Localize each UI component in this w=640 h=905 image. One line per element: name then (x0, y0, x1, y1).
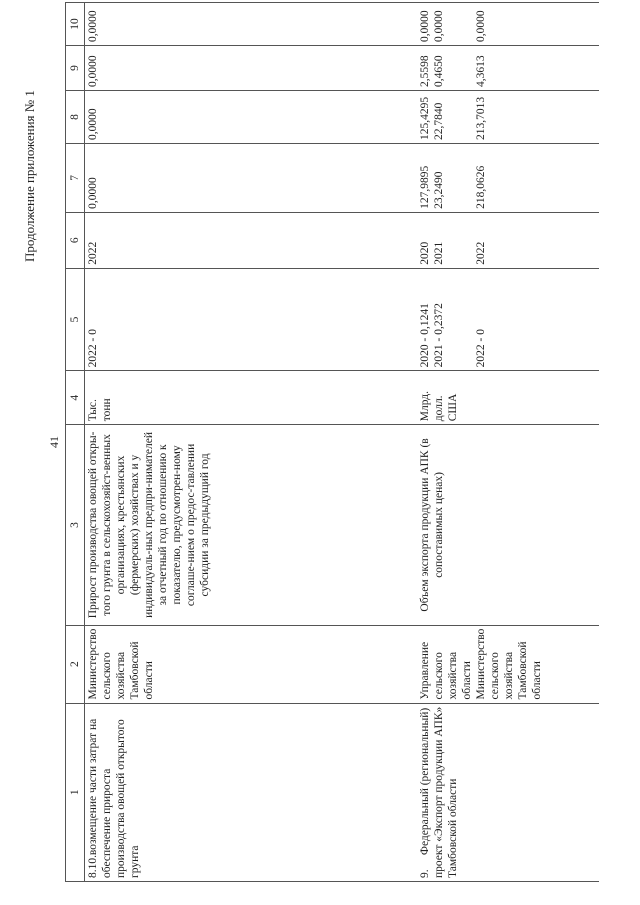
value: 0,4650 (433, 55, 445, 87)
column-header: 1 (66, 703, 85, 881)
column-header: 6 (66, 212, 85, 268)
target-cell (417, 268, 599, 371)
column-header: 3 (66, 425, 85, 625)
column-header: 2 (66, 625, 85, 703)
value-cell: 0,0000 (85, 143, 418, 212)
page-number: 41 (47, 436, 61, 448)
value: 0,0000 (433, 10, 445, 43)
value-cell: 0,0000 (85, 46, 418, 91)
value-cell: 0,0000 (85, 91, 418, 144)
column-header: 10 (66, 3, 85, 46)
program-table (65, 2, 599, 882)
target-2020: 2020 - 0,1241 (419, 303, 431, 368)
value-cell (417, 3, 599, 46)
value-cell (417, 143, 599, 212)
value: 2,5598 (419, 55, 431, 87)
value: 125,4295 (419, 96, 431, 140)
value: 0,0000 (475, 10, 487, 43)
value: 4,3613 (475, 55, 487, 87)
row-number: 9. (419, 869, 431, 878)
value-cell (417, 46, 599, 91)
row-name: Федеральный (региональный) проект «Экспорт продукции АПК» Тамбовской области (419, 706, 459, 878)
indicator-cell: Объем экспорта продукции АПК (в сопоставимых ценах) (417, 425, 599, 625)
value: 23,2490 (433, 171, 445, 209)
row-name: возмещение части затрат на обеспечение прироста производства овощей открытого грунта (87, 718, 141, 878)
target-2022: 2022 - 0 (475, 329, 487, 368)
value: 0,0000 (419, 10, 431, 43)
value: 127,9895 (419, 165, 431, 209)
column-header: 9 (66, 46, 85, 91)
executor-cell: Министерство сельского хозяйства Тамбовской области (85, 625, 418, 703)
continuation-header: Продолжение приложения № 1 (22, 90, 37, 262)
rotated-table-stage (20, 2, 620, 882)
executor-a: Управление сельского хозяйства области (419, 641, 473, 700)
year-value: 2021 (433, 241, 445, 265)
value: 218,0626 (475, 165, 487, 209)
column-header: 5 (66, 268, 85, 371)
column-header: 8 (66, 91, 85, 144)
row-number: 8.10. (87, 855, 99, 878)
target-cell: 2022 - 0 (85, 268, 418, 371)
value-cell (417, 91, 599, 144)
year-value: 2022 (475, 241, 487, 265)
row-name-cell (85, 703, 418, 881)
table-row (85, 3, 418, 882)
unit-cell: Млрд. долл. США (417, 371, 599, 425)
column-header: 4 (66, 371, 85, 425)
indicator-cell: Прирост производства овощей откры-того грунта в сельскохозяйст-венных организациях, крестьянских (фермерских) хозяйствах и у индивидуаль-ных предпри-нимателей за отчетный год по отношению к показателю, предусмотрен-ному соглаше-нием о предос-тавлении субсидии за предыдущий год (85, 425, 418, 625)
year-cell (417, 212, 599, 268)
column-header: 7 (66, 143, 85, 212)
column-number-row (66, 3, 85, 882)
table-row (417, 3, 599, 882)
value: 213,7013 (475, 96, 487, 140)
target-2021: 2021 - 0,2372 (433, 303, 445, 368)
executor-b: Министерство сельского хозяйства Тамбовской области (475, 628, 543, 700)
row-name-cell (417, 703, 599, 881)
unit-cell: Тыс. тонн (85, 371, 418, 425)
year-cell: 2022 (85, 212, 418, 268)
value: 22,7840 (433, 102, 445, 140)
executor-cell (417, 625, 599, 703)
value-cell: 0,0000 (85, 3, 418, 46)
year-value: 2020 (419, 241, 431, 265)
